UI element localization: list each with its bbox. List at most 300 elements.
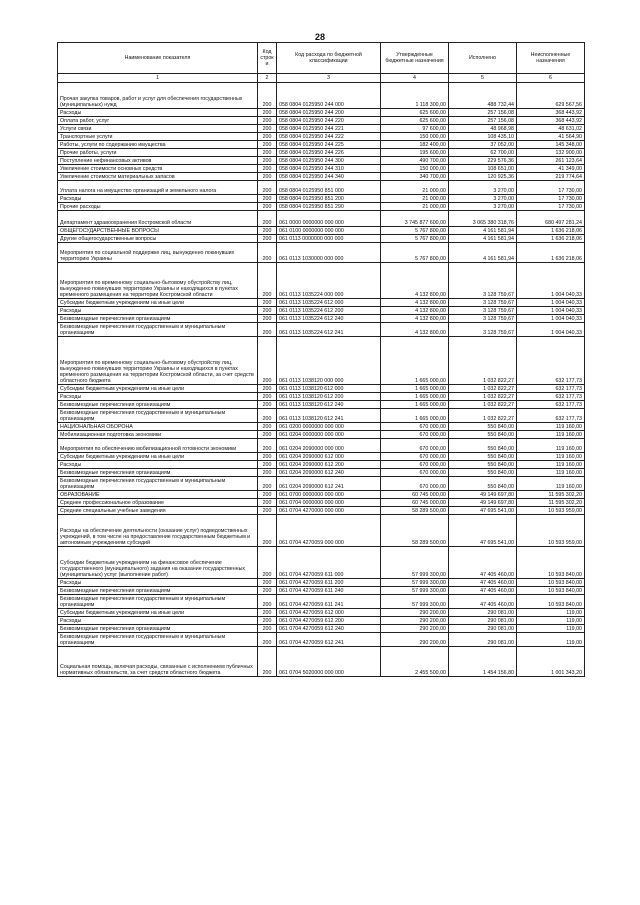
table-row [58, 461, 585, 469]
row-executed: 290 081,00 [449, 617, 517, 625]
row-approved: 58 289 500,00 [381, 507, 449, 515]
row-line-code: 200 [258, 595, 277, 609]
row-line-code: 200 [258, 125, 277, 133]
row-budget-code: 061 0204 2090000 612 241 [277, 477, 381, 491]
row-approved: 670 000,00 [381, 439, 449, 453]
row-executed: 1 032 822,27 [449, 401, 517, 409]
row-executed: 47 695 541,00 [449, 507, 517, 515]
row-executed: 488 732,44 [449, 83, 517, 109]
row-unexecuted: 119,00 [517, 633, 585, 647]
row-budget-code: 058 0804 0125950 244 000 [277, 83, 381, 109]
row-budget-code: 061 0704 5020000 000 000 [277, 647, 381, 677]
header-line-code: Код строк и [258, 43, 277, 74]
row-line-code: 200 [258, 507, 277, 515]
table-row [58, 243, 585, 263]
row-executed: 4 161 581,94 [449, 235, 517, 243]
row-unexecuted: 10 593 840,00 [517, 547, 585, 579]
table-row [58, 173, 585, 181]
table-row [58, 647, 585, 677]
row-line-code: 200 [258, 337, 277, 385]
row-budget-code: 061 0113 1038120 612 200 [277, 393, 381, 401]
table-row [58, 401, 585, 409]
row-executed: 3 270,00 [449, 203, 517, 211]
row-unexecuted: 132 900,00 [517, 149, 585, 157]
table-row [58, 625, 585, 633]
row-budget-code: 061 0113 1035224 612 000 [277, 299, 381, 307]
row-line-code: 200 [258, 393, 277, 401]
table-row [58, 595, 585, 609]
row-name: Безвозмездные перечисления государственным и муниципальным организациям [58, 477, 258, 491]
table-row [58, 299, 585, 307]
row-name: Субсидии бюджетным учреждениям на иные цели [58, 609, 258, 617]
row-name: Поступление нефинансовых активов [58, 157, 258, 165]
header-approved: Утвержденные бюджетные назначения [381, 43, 449, 74]
row-name: Расходы [58, 307, 258, 315]
row-executed: 1 032 822,27 [449, 385, 517, 393]
table-row [58, 633, 585, 647]
row-name: Прочие расходы [58, 203, 258, 211]
row-unexecuted: 632 177,73 [517, 393, 585, 401]
row-budget-code: 061 0113 1038120 612 241 [277, 409, 381, 423]
row-budget-code: 061 0113 1038120 612 000 [277, 385, 381, 393]
row-executed: 3 128 759,67 [449, 263, 517, 299]
row-name: Безвозмездные перечисления государственным и муниципальным организациям [58, 633, 258, 647]
row-executed: 550 840,00 [449, 431, 517, 439]
row-line-code: 200 [258, 243, 277, 263]
row-unexecuted: 11 595 302,20 [517, 491, 585, 499]
row-name: Прочая закупка товаров, работ и услуг для обеспечения государственных (муниципальных) нужд [58, 83, 258, 109]
row-approved: 97 600,00 [381, 125, 449, 133]
row-line-code: 200 [258, 439, 277, 453]
row-executed: 49 149 697,80 [449, 499, 517, 507]
row-name: Безвозмездные перечисления организациям [58, 587, 258, 595]
row-unexecuted: 629 567,56 [517, 83, 585, 109]
table-row [58, 149, 585, 157]
table-row [58, 157, 585, 165]
row-approved: 1 665 000,00 [381, 409, 449, 423]
row-name: Расходы [58, 393, 258, 401]
header-name: Наименование показателя [58, 43, 258, 74]
row-unexecuted: 10 593 959,00 [517, 507, 585, 515]
table-row [58, 195, 585, 203]
row-unexecuted: 119,00 [517, 617, 585, 625]
row-approved: 58 289 500,00 [381, 515, 449, 547]
row-approved: 57 999 300,00 [381, 579, 449, 587]
row-unexecuted: 17 730,00 [517, 181, 585, 195]
row-line-code: 200 [258, 165, 277, 173]
row-unexecuted: 219 774,64 [517, 173, 585, 181]
row-line-code: 200 [258, 157, 277, 165]
table-row [58, 211, 585, 227]
row-name: Увеличение стоимости основных средств [58, 165, 258, 173]
table-row [58, 109, 585, 117]
row-budget-code: 061 0704 4270059 611 000 [277, 547, 381, 579]
row-budget-code: 061 0113 1030000 000 000 [277, 243, 381, 263]
row-unexecuted: 119 160,00 [517, 431, 585, 439]
row-line-code: 200 [258, 83, 277, 109]
row-budget-code: 061 0000 0000000 000 000 [277, 211, 381, 227]
table-row [58, 307, 585, 315]
row-line-code: 200 [258, 515, 277, 547]
row-name: Расходы [58, 461, 258, 469]
row-name: ОБЩЕГОСУДАРСТВЕННЫЕ ВОПРОСЫ [58, 227, 258, 235]
row-executed: 290 081,00 [449, 609, 517, 617]
table-row [58, 409, 585, 423]
row-budget-code: 058 0804 0125950 244 225 [277, 141, 381, 149]
row-executed: 4 161 581,94 [449, 227, 517, 235]
row-approved: 290 200,00 [381, 617, 449, 625]
row-line-code: 200 [258, 195, 277, 203]
row-line-code: 200 [258, 299, 277, 307]
row-unexecuted: 119 160,00 [517, 423, 585, 431]
row-unexecuted: 119 160,00 [517, 477, 585, 491]
page-number: 28 [314, 32, 325, 42]
row-executed: 1 032 822,27 [449, 337, 517, 385]
row-line-code: 200 [258, 423, 277, 431]
row-line-code: 200 [258, 323, 277, 337]
row-approved: 4 132 800,00 [381, 323, 449, 337]
row-approved: 2 455 500,00 [381, 647, 449, 677]
row-approved: 57 999 300,00 [381, 587, 449, 595]
row-budget-code: 058 0804 0125950 244 340 [277, 173, 381, 181]
row-line-code: 200 [258, 315, 277, 323]
row-executed: 550 840,00 [449, 423, 517, 431]
row-approved: 670 000,00 [381, 461, 449, 469]
row-budget-code: 061 0113 1035224 612 241 [277, 323, 381, 337]
table-row [58, 609, 585, 617]
row-line-code: 200 [258, 431, 277, 439]
row-approved: 1 665 000,00 [381, 401, 449, 409]
row-unexecuted: 1 004 040,33 [517, 263, 585, 299]
row-executed: 3 128 759,67 [449, 299, 517, 307]
row-unexecuted: 368 443,92 [517, 117, 585, 125]
row-executed: 47 405 460,00 [449, 595, 517, 609]
row-unexecuted: 261 123,64 [517, 157, 585, 165]
row-executed: 108 651,00 [449, 165, 517, 173]
row-line-code: 200 [258, 625, 277, 633]
header-executed: Исполнено [449, 43, 517, 74]
row-executed: 37 052,00 [449, 141, 517, 149]
table-row [58, 165, 585, 173]
row-executed: 1 032 822,27 [449, 409, 517, 423]
table-row [58, 515, 585, 547]
table-row [58, 393, 585, 401]
row-executed: 47 695 541,00 [449, 515, 517, 547]
row-name: Субсидии бюджетным учреждениям на иные цели [58, 299, 258, 307]
row-line-code: 200 [258, 409, 277, 423]
row-executed: 3 128 759,67 [449, 315, 517, 323]
row-approved: 1 665 000,00 [381, 385, 449, 393]
table-row [58, 579, 585, 587]
row-line-code: 200 [258, 211, 277, 227]
row-unexecuted: 17 730,00 [517, 195, 585, 203]
row-unexecuted: 632 177,73 [517, 337, 585, 385]
row-budget-code: 058 0804 0125950 851 290 [277, 203, 381, 211]
row-executed: 47 405 460,00 [449, 587, 517, 595]
row-budget-code: 058 0804 0125950 244 220 [277, 117, 381, 125]
row-budget-code: 061 0204 0000000 000 000 [277, 431, 381, 439]
row-approved: 1 118 300,00 [381, 83, 449, 109]
row-budget-code: 061 0204 2090000 612 240 [277, 469, 381, 477]
row-line-code: 200 [258, 547, 277, 579]
row-approved: 290 200,00 [381, 609, 449, 617]
row-line-code: 200 [258, 499, 277, 507]
table-row [58, 263, 585, 299]
row-approved: 5 767 800,00 [381, 227, 449, 235]
row-executed: 257 156,08 [449, 109, 517, 117]
table-row [58, 439, 585, 453]
row-line-code: 200 [258, 133, 277, 141]
row-approved: 195 600,00 [381, 149, 449, 157]
table-row [58, 125, 585, 133]
header-row [58, 43, 585, 74]
row-name: Работы, услуги по содержанию имущества [58, 141, 258, 149]
row-executed: 550 840,00 [449, 439, 517, 453]
row-line-code: 200 [258, 307, 277, 315]
row-line-code: 200 [258, 609, 277, 617]
row-unexecuted: 119,00 [517, 609, 585, 617]
row-name: Мероприятия по обеспечению мобилизационной готовности экономики [58, 439, 258, 453]
row-approved: 670 000,00 [381, 469, 449, 477]
row-unexecuted: 119,00 [517, 625, 585, 633]
row-executed: 257 156,08 [449, 117, 517, 125]
row-approved: 625 600,00 [381, 117, 449, 125]
row-unexecuted: 632 177,73 [517, 409, 585, 423]
row-line-code: 200 [258, 461, 277, 469]
row-budget-code: 058 0804 0125950 851 200 [277, 195, 381, 203]
row-name: Уплата налога на имущество организаций и земельного налога [58, 181, 258, 195]
row-line-code: 200 [258, 141, 277, 149]
row-line-code: 200 [258, 385, 277, 393]
row-line-code: 200 [258, 401, 277, 409]
row-budget-code: 061 0100 0000000 000 000 [277, 227, 381, 235]
row-name: Субсидии бюджетным учреждениям на иные цели [58, 453, 258, 461]
row-name: Расходы на обеспечение деятельности (оказание услуг) подведомственных учреждений, в том числе на предоставление государственным бюджетным и автономным учреждениям субсидий [58, 515, 258, 547]
row-executed: 48 968,98 [449, 125, 517, 133]
row-approved: 60 745 000,00 [381, 499, 449, 507]
row-budget-code: 061 0204 2090000 612 200 [277, 461, 381, 469]
table-row [58, 181, 585, 195]
row-line-code: 200 [258, 477, 277, 491]
row-unexecuted: 10 593 840,00 [517, 587, 585, 595]
row-executed: 290 081,00 [449, 633, 517, 647]
row-approved: 290 200,00 [381, 625, 449, 633]
row-executed: 1 454 156,80 [449, 647, 517, 677]
column-number: 2 [258, 74, 277, 83]
row-unexecuted: 1 004 040,33 [517, 307, 585, 315]
row-approved: 60 745 000,00 [381, 491, 449, 499]
row-unexecuted: 680 497 281,24 [517, 211, 585, 227]
row-name: Другие общегосударственные вопросы [58, 235, 258, 243]
row-name: Безвозмездные перечисления государственным и муниципальным организациям [58, 409, 258, 423]
row-line-code: 200 [258, 109, 277, 117]
row-executed: 1 032 822,27 [449, 393, 517, 401]
row-name: Расходы [58, 195, 258, 203]
column-number: 6 [517, 74, 585, 83]
row-budget-code: 061 0704 4270059 611 241 [277, 595, 381, 609]
row-unexecuted: 1 004 040,33 [517, 323, 585, 337]
row-approved: 1 665 000,00 [381, 393, 449, 401]
row-budget-code: 061 0113 1035224 000 000 [277, 263, 381, 299]
row-approved: 21 000,00 [381, 203, 449, 211]
table-row [58, 499, 585, 507]
row-executed: 550 840,00 [449, 469, 517, 477]
row-unexecuted: 632 177,73 [517, 401, 585, 409]
row-executed: 550 840,00 [449, 453, 517, 461]
row-unexecuted: 10 593 959,00 [517, 515, 585, 547]
row-name: Мероприятия по временному социально-бытовому обустройству лиц, вынужденно покинувших территорию Украины и находящихся в пунктах временного размещения на территории Костромской области [58, 263, 258, 299]
row-name: Безвозмездные перечисления организациям [58, 401, 258, 409]
row-executed: 229 576,36 [449, 157, 517, 165]
row-budget-code: 061 0704 4270059 000 000 [277, 515, 381, 547]
row-unexecuted: 119 160,00 [517, 469, 585, 477]
row-budget-code: 058 0804 0125950 244 221 [277, 125, 381, 133]
table-row [58, 323, 585, 337]
row-approved: 4 132 800,00 [381, 307, 449, 315]
row-approved: 57 999 300,00 [381, 595, 449, 609]
row-budget-code: 061 0200 0000000 000 000 [277, 423, 381, 431]
row-name: Услуги связи [58, 125, 258, 133]
row-name: Департамент здравоохранения Костромской области [58, 211, 258, 227]
row-executed: 62 700,00 [449, 149, 517, 157]
row-approved: 290 200,00 [381, 633, 449, 647]
row-approved: 670 000,00 [381, 431, 449, 439]
column-number: 5 [449, 74, 517, 83]
table-body [58, 83, 585, 677]
table-row [58, 337, 585, 385]
row-line-code: 200 [258, 263, 277, 299]
row-executed: 290 081,00 [449, 625, 517, 633]
row-line-code: 200 [258, 173, 277, 181]
row-budget-code: 061 0704 4270059 612 000 [277, 609, 381, 617]
row-budget-code: 058 0804 0125950 244 222 [277, 133, 381, 141]
row-unexecuted: 41 564,90 [517, 133, 585, 141]
row-name: Средние специальные учебные заведения [58, 507, 258, 515]
table-row [58, 477, 585, 491]
row-unexecuted: 119 160,00 [517, 461, 585, 469]
row-budget-code: 061 0704 4270059 612 241 [277, 633, 381, 647]
table-row [58, 469, 585, 477]
row-name: Безвозмездные перечисления организациям [58, 315, 258, 323]
row-name: НАЦИОНАЛЬНАЯ ОБОРОНА [58, 423, 258, 431]
table-row [58, 385, 585, 393]
row-name: Субсидии бюджетным учреждениям на иные цели [58, 385, 258, 393]
row-budget-code: 061 0704 4270059 611 200 [277, 579, 381, 587]
row-name: Среднее профессиональное образование [58, 499, 258, 507]
row-budget-code: 061 0113 1035224 612 240 [277, 315, 381, 323]
row-budget-code: 061 0704 0000000 000 000 [277, 499, 381, 507]
row-budget-code: 058 0804 0125950 244 200 [277, 109, 381, 117]
table-row [58, 227, 585, 235]
row-line-code: 200 [258, 117, 277, 125]
row-budget-code: 061 0704 4270059 612 240 [277, 625, 381, 633]
row-budget-code: 058 0804 0125950 244 310 [277, 165, 381, 173]
row-approved: 21 000,00 [381, 181, 449, 195]
table-row [58, 587, 585, 595]
row-line-code: 200 [258, 469, 277, 477]
row-unexecuted: 10 593 840,00 [517, 595, 585, 609]
budget-execution-table [57, 42, 585, 677]
table-row [58, 491, 585, 499]
row-line-code: 200 [258, 587, 277, 595]
row-unexecuted: 1 004 040,33 [517, 299, 585, 307]
row-budget-code: 061 0113 1035224 612 200 [277, 307, 381, 315]
row-unexecuted: 1 636 218,06 [517, 235, 585, 243]
row-approved: 3 745 877 600,00 [381, 211, 449, 227]
table-row [58, 133, 585, 141]
row-name: Прочие работы, услуги [58, 149, 258, 157]
row-line-code: 200 [258, 227, 277, 235]
row-budget-code: 058 0804 0125950 244 300 [277, 157, 381, 165]
row-name: Безвозмездные перечисления государственным и муниципальным организациям [58, 323, 258, 337]
row-executed: 120 925,36 [449, 173, 517, 181]
row-unexecuted: 10 593 840,00 [517, 579, 585, 587]
row-name: Увеличение стоимости материальных запасов [58, 173, 258, 181]
row-approved: 670 000,00 [381, 423, 449, 431]
row-name: Расходы [58, 617, 258, 625]
row-name: Мероприятия по временному социально-бытовому обустройству лиц, вынужденно покинувших территорию Украины и находящихся в пунктах временного размещения на территории Костромской области, за счет средств областного бюджета [58, 337, 258, 385]
row-name: Безвозмездные перечисления организациям [58, 625, 258, 633]
row-unexecuted: 1 636 218,06 [517, 227, 585, 235]
row-name: Мероприятия по социальной поддержке лиц, вынужденно покинувших территорию Украины [58, 243, 258, 263]
row-executed: 3 065 380 318,76 [449, 211, 517, 227]
row-executed: 550 840,00 [449, 461, 517, 469]
row-unexecuted: 1 001 343,20 [517, 647, 585, 677]
column-number: 4 [381, 74, 449, 83]
row-budget-code: 061 0204 2090000 000 000 [277, 439, 381, 453]
header-unexecuted: Неисполненные назначения [517, 43, 585, 74]
row-executed: 4 161 581,94 [449, 243, 517, 263]
row-approved: 57 999 300,00 [381, 547, 449, 579]
row-executed: 108 435,10 [449, 133, 517, 141]
table-row [58, 453, 585, 461]
table-row [58, 431, 585, 439]
column-number: 3 [277, 74, 381, 83]
table-row [58, 315, 585, 323]
row-executed: 3 128 759,67 [449, 307, 517, 315]
row-budget-code: 061 0704 4270059 612 200 [277, 617, 381, 625]
row-unexecuted: 119 160,00 [517, 453, 585, 461]
row-name: ОБРАЗОВАНИЕ [58, 491, 258, 499]
row-budget-code: 061 0113 0000000 000 000 [277, 235, 381, 243]
table-row [58, 547, 585, 579]
row-unexecuted: 119 160,00 [517, 439, 585, 453]
row-executed: 3 270,00 [449, 181, 517, 195]
row-name: Безвозмездные перечисления организациям [58, 469, 258, 477]
row-unexecuted: 11 595 302,20 [517, 499, 585, 507]
row-unexecuted: 632 177,73 [517, 385, 585, 393]
header-budget-code: Код расхода по бюджетной классификации [277, 43, 381, 74]
row-approved: 182 400,00 [381, 141, 449, 149]
row-name: Расходы [58, 579, 258, 587]
row-approved: 340 700,00 [381, 173, 449, 181]
table-row [58, 117, 585, 125]
row-line-code: 200 [258, 235, 277, 243]
row-budget-code: 058 0804 0125950 244 226 [277, 149, 381, 157]
row-line-code: 200 [258, 633, 277, 647]
row-budget-code: 061 0204 2090000 612 000 [277, 453, 381, 461]
row-name: Транспортные услуги [58, 133, 258, 141]
row-approved: 1 665 000,00 [381, 337, 449, 385]
row-name: Оплата работ, услуг [58, 117, 258, 125]
table-row [58, 423, 585, 431]
column-number: 1 [58, 74, 258, 83]
row-approved: 150 000,00 [381, 133, 449, 141]
row-name: Расходы [58, 109, 258, 117]
row-line-code: 200 [258, 181, 277, 195]
row-budget-code: 061 0704 4270059 611 240 [277, 587, 381, 595]
row-unexecuted: 1 004 040,33 [517, 315, 585, 323]
